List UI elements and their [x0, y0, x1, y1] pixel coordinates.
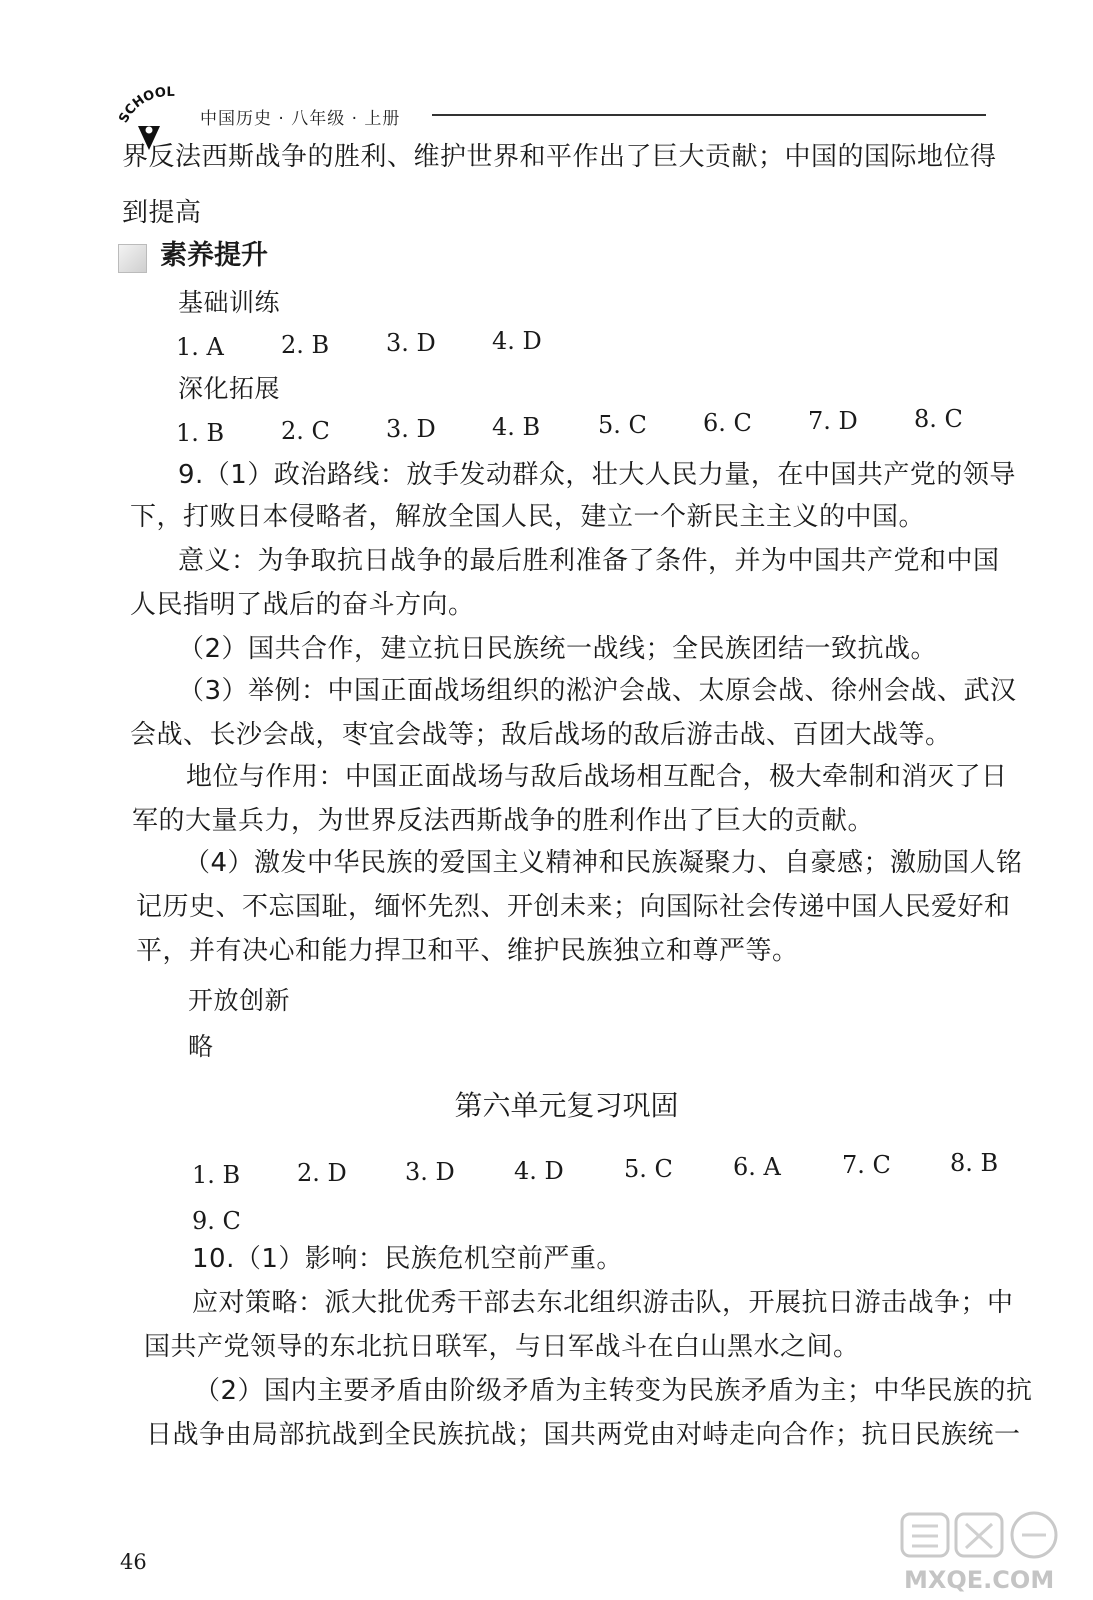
page-number: 46: [120, 1550, 147, 1574]
subsection-title: 深化拓展: [178, 374, 281, 403]
answer-item: 7. D: [808, 407, 858, 435]
subsection-title: 开放创新: [188, 986, 291, 1015]
body-line: 国共产党领导的东北抗日联军，与日军战斗在白山黑水之间。: [144, 1332, 860, 1362]
answer-item: 8. C: [914, 405, 963, 433]
body-line: （2）国内主要矛盾由阶级矛盾为主转变为民族矛盾为主；中华民族的抗: [194, 1376, 1033, 1406]
body-line: 界反法西斯战争的胜利、维护世界和平作出了巨大贡献；中国的国际地位得: [122, 142, 997, 172]
watermark-logo: [890, 1508, 1070, 1596]
answer-item: 1. B: [176, 419, 225, 447]
body-line: 9.（1）政治路线：放手发动群众，壮大人民力量，在中国共产党的领导: [178, 460, 1016, 490]
answer-item: 3. D: [386, 415, 436, 443]
body-line: 记历史、不忘国耻，缅怀先烈、开创未来；向国际社会传递中国人民爱好和: [136, 892, 1011, 922]
answer-item: 4. D: [514, 1157, 564, 1185]
section-title: 素养提升: [160, 240, 268, 271]
watermark-text: MXQE.COM: [904, 1566, 1055, 1594]
body-line: 下，打败日本侵略者，解放全国人民，建立一个新民主主义的中国。: [130, 502, 926, 532]
answer-item: 6. A: [733, 1153, 781, 1181]
body-line: 应对策略：派大批优秀干部去东北组织游击队，开展抗日游击战争；中: [192, 1288, 1014, 1318]
subsection-title: 基础训练: [178, 288, 281, 317]
answer-item: 7. C: [842, 1151, 891, 1179]
body-line: 略: [188, 1032, 214, 1061]
answer-item: 8. B: [950, 1149, 999, 1177]
answer-item: 3. D: [386, 329, 436, 357]
answer-item: 1. A: [176, 333, 224, 361]
answer-item: 6. C: [703, 409, 752, 437]
section-marker-icon: [118, 244, 147, 273]
svg-text:SCHOOL: [116, 86, 174, 126]
body-line: 意义：为争取抗日战争的最后胜利准备了条件，并为中国共产党和中国: [178, 546, 1000, 576]
answer-item: 4. B: [492, 413, 541, 441]
unit-review-title: 第六单元复习巩固: [454, 1089, 679, 1122]
running-title: 中国历史 · 八年级 · 上册: [200, 109, 401, 129]
body-line: （3）举例：中国正面战场组织的淞沪会战、太原会战、徐州会战、武汉: [178, 676, 1017, 706]
answer-item: 5. C: [624, 1155, 673, 1183]
header-rule: [432, 114, 986, 116]
body-line: 日战争由局部抗战到全民族抗战；国共两党由对峙走向合作；抗日民族统一: [146, 1420, 1021, 1450]
body-line: （4）激发中华民族的爱国主义精神和民族凝聚力、自豪感；激励国人铭: [184, 848, 1023, 878]
body-line: 会战、长沙会战，枣宜会战等；敌后战场的敌后游击战、百团大战等。: [130, 720, 952, 750]
answer-item: 1. B: [192, 1161, 241, 1189]
answer-item: 2. C: [281, 417, 330, 445]
answer-item: 9. C: [192, 1207, 241, 1235]
answer-item: 5. C: [598, 411, 647, 439]
answer-item: 4. D: [492, 327, 542, 355]
body-line: 人民指明了战后的奋斗方向。: [130, 590, 475, 620]
answer-item: 2. B: [281, 331, 330, 359]
answer-item: 3. D: [405, 1158, 455, 1186]
body-line: 平，并有决心和能力捍卫和平、维护民族独立和尊严等。: [136, 936, 799, 966]
answer-item: 2. D: [297, 1159, 347, 1187]
logo-text: SCHOOL: [116, 86, 175, 126]
body-line: 10.（1）影响：民族危机空前严重。: [192, 1244, 623, 1274]
body-line: 到提高: [122, 198, 202, 228]
body-line: 地位与作用：中国正面战场与敌后战场相互配合，极大牵制和消灭了日: [186, 762, 1008, 792]
body-line: （2）国共合作，建立抗日民族统一战线；全民族团结一致抗战。: [178, 634, 938, 664]
body-line: 军的大量兵力，为世界反法西斯战争的胜利作出了巨大的贡献。: [132, 806, 875, 836]
